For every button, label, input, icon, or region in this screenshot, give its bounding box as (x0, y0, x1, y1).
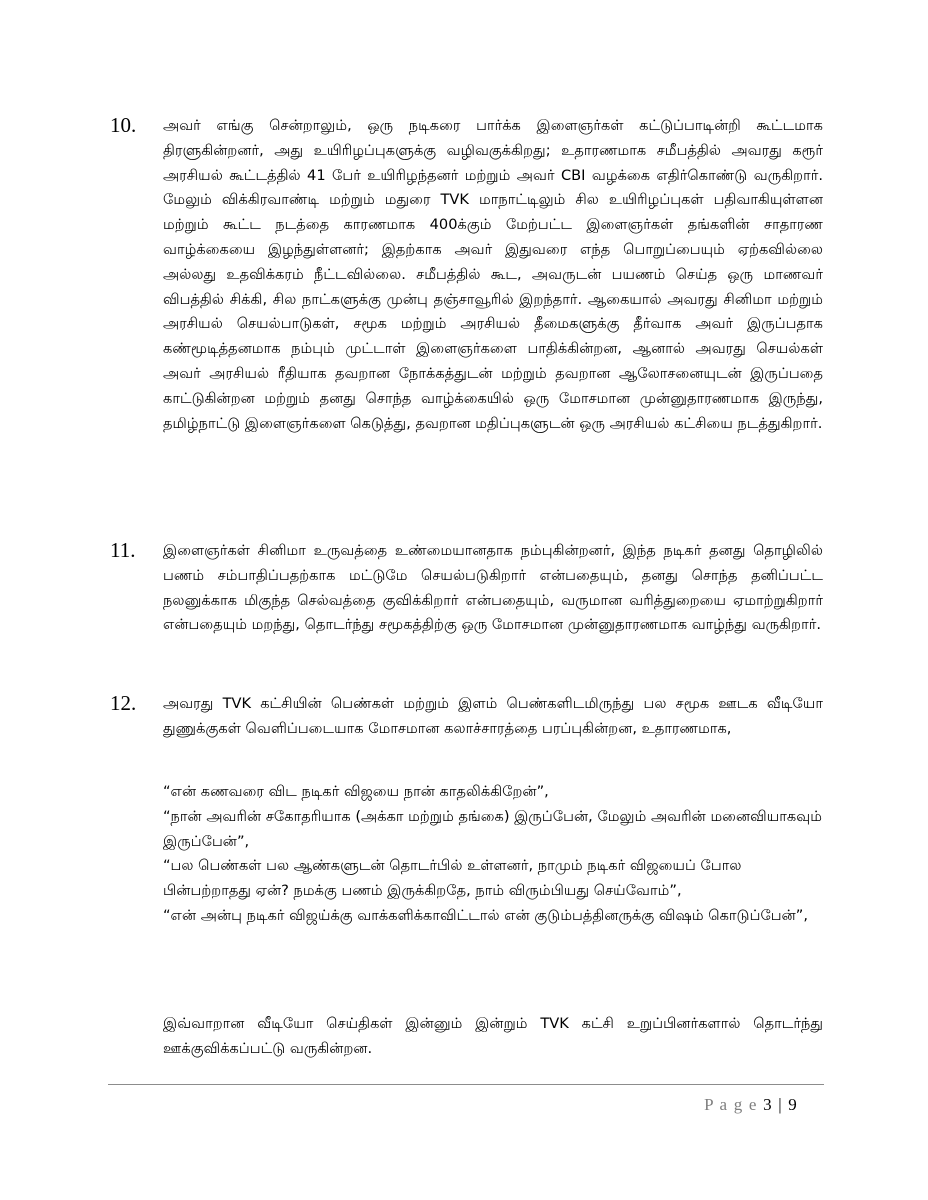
page-number-footer (704, 1095, 798, 1115)
paragraph-number: 11. (110, 538, 136, 562)
quote-1: “என் கணவரை விட நடிகர் விஜயை நான் காதலிக்கிறேன்”, (163, 783, 549, 800)
page-label: P a g e (704, 1095, 758, 1114)
paragraph-text: இளைஞர்கள் சினிமா உருவத்தை உண்மையானதாக நம்புகின்றனர், இந்த நடிகர் தனது தொழிலில் பணம் சம்பாதிப்பதற்காக மட்டுமே செயல்படுகிறார் என்பதையும், தனது சொந்த தனிப்பட்ட நலனுக்காக மிகுந்த செல்வத்தை குவிக்கிறார் என்பதையும், வருமான வரித்துறையை ஏமாற்றுகிறார் என்பதையும் மறந்து, தொடர்ந்து சமூகத்திற்கு ஒரு மோசமான முன்னுதாரணமாக வாழ்ந்து வருகிறார். (163, 542, 823, 634)
paragraph-text: அவரது TVK கட்சியின் பெண்கள் மற்றும் இளம் பெண்களிடமிருந்து பல சமூக ஊடக வீடியோ துணுக்குகள் வெளிப்படையாக மோசமான கலாச்சாரத்தை பரப்புகின்றன, உதாரணமாக, (163, 695, 823, 737)
paragraph-text: அவர் எங்கு சென்றாலும், ஒரு நடிகரை பார்க்க இளைஞர்கள் கட்டுப்பாடின்றி கூட்டமாக திரளுகின்றனர், அது உயிரிழப்புகளுக்கு வழிவகுக்கிறது; உதாரணமாக சமீபத்தில் அவரது கரூர் அரசியல் கூட்டத்தில் 41 பேர் உயிரிழந்தனர் மற்றும் அவர் CBI வழக்கை எதிர்கொண்டு வருகிறார். மேலும் விக்கிரவாண்டி மற்றும் மதுரை TVK மாநாட்டிலும் சில உயிரிழப்புகள் பதிவாகியுள்ளன மற்றும் கூட்ட நடத்தை காரணமாக 400க்கும் மேற்பட்ட இளைஞர்கள் தங்களின் சாதாரண வாழ்க்கையை இழந்துள்ளனர்; இதற்காக அவர் இதுவரை எந்த பொறுப்பையும் ஏற்கவில்லை அல்லது உதவிக்கரம் நீட்டவில்லை. சமீபத்தில் கூட, அவருடன் பயணம் செய்த ஒரு மாணவர் விபத்தில் சிக்கி, சில நாட்களுக்கு முன்பு தஞ்சாவூரில் இறந்தார். ஆகையால் அவரது சினிமா மற்றும் அரசியல் செயல்பாடுகள், சமூக மற்றும் அரசியல் தீமைகளுக்கு தீர்வாக அவர் இருப்பதாக கண்மூடித்தனமாக நம்பும் முட்டாள் இளைஞர்களை பாதிக்கின்றன, ஆனால் அவரது செயல்கள் அவர் அரசியல் ரீதியாக தவறான நோக்கத்துடன் மற்றும் தவறான ஆலோசனையுடன் இருப்பதை காட்டுகின்றன மற்றும் தனது சொந்த வாழ்க்கையில் ஒரு மோசமான முன்னுதாரணமாக இருந்து, தமிழ்நாட்டு இளைஞர்களை கெடுத்து, தவறான மதிப்புகளுடன் ஒரு அரசியல் கட்சியை நடத்துகிறார். (163, 117, 823, 432)
page-count: 3 | 9 (763, 1095, 798, 1114)
paragraph-number: 12. (110, 691, 137, 715)
quote-3: “பல பெண்கள் பல ஆண்களுடன் தொடர்பில் உள்ளனர், நாமும் நடிகர் விஜயைப் போல பின்பற்றாதது ஏன்? நமக்கு பணம் இருக்கிறதே, நாம் விரும்பியது செய்வோம்”, (163, 857, 742, 900)
quoted-statements (163, 780, 823, 929)
quote-2: “நான் அவரின் சகோதரியாக (அக்கா மற்றும் தங்கை) இருப்பேன், மேலும் அவரின் மனைவியாகவும் இருப்பேன்”, (163, 807, 822, 850)
quote-4: “என் அன்பு நடிகர் விஜய்க்கு வாக்களிக்காவிட்டால் என் குடும்பத்தினருக்கு விஷம் கொடுப்பேன்”, (163, 906, 809, 924)
paragraph-number: 10. (110, 113, 137, 137)
closing-paragraph: இவ்வாறான வீடியோ செய்திகள் இன்னும் இன்றும் TVK கட்சி உறுப்பினர்களால் தொடர்ந்து ஊக்குவிக்கப்பட்டு வருகின்றன. (163, 1015, 823, 1057)
footer-divider (108, 1084, 824, 1085)
